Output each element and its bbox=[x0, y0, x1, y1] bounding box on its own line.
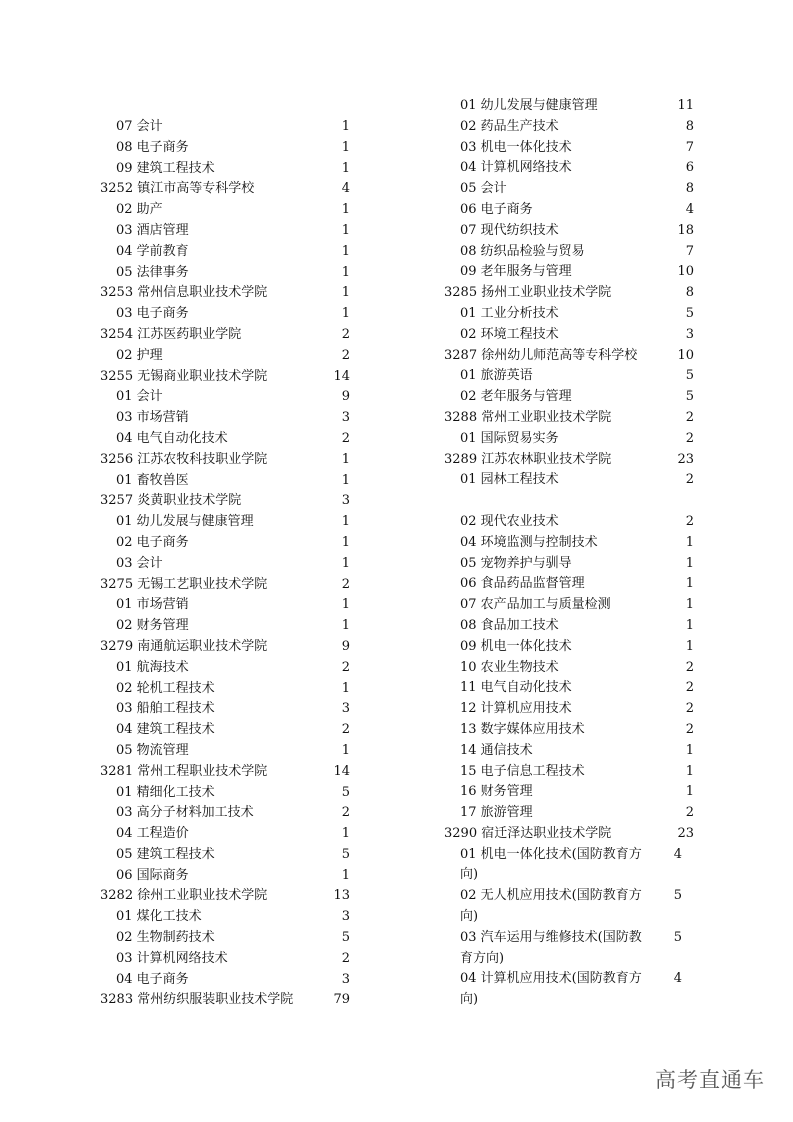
plan-count: 1 bbox=[341, 451, 350, 467]
major-row bbox=[100, 699, 350, 720]
major-name: 04 计算机应用技术(国防教育方向) bbox=[460, 971, 642, 1008]
plan-count: 1 bbox=[341, 742, 350, 758]
major-name: 02 助产 bbox=[116, 202, 163, 218]
major-row bbox=[100, 117, 350, 138]
major-name: 01 会计 bbox=[116, 389, 163, 405]
major-name: 04 电子商务 bbox=[116, 971, 189, 987]
major-name: 02 环境工程技术 bbox=[460, 326, 559, 342]
plan-count: 2 bbox=[341, 659, 350, 675]
major-row bbox=[444, 366, 694, 387]
plan-count: 5 bbox=[341, 930, 350, 946]
plan-count: 5 bbox=[685, 389, 694, 405]
major-row bbox=[444, 969, 694, 1011]
major-row bbox=[100, 824, 350, 845]
plan-count: 2 bbox=[341, 722, 350, 738]
major-row bbox=[100, 533, 350, 554]
plan-count: 1 bbox=[685, 742, 694, 758]
major-name: 03 酒店管理 bbox=[116, 222, 189, 238]
major-name: 03 船舶工程技术 bbox=[116, 701, 215, 717]
major-row bbox=[444, 637, 694, 658]
plan-count: 1 bbox=[341, 119, 350, 134]
major-name: 05 物流管理 bbox=[116, 742, 189, 758]
major-row bbox=[100, 429, 350, 450]
plan-count: 18 bbox=[677, 222, 694, 238]
school-name: 3287 徐州幼儿师范高等专科学校 bbox=[444, 347, 638, 363]
plan-count: 5 bbox=[673, 888, 682, 904]
major-name: 09 机电一体化技术 bbox=[460, 638, 572, 654]
school-row bbox=[100, 179, 350, 200]
plan-count: 8 bbox=[685, 181, 694, 197]
plan-count: 1 bbox=[685, 597, 694, 613]
plan-count: 1 bbox=[341, 867, 350, 883]
major-row bbox=[444, 117, 694, 138]
major-name: 03 机电一体化技术 bbox=[460, 139, 572, 155]
plan-count: 3 bbox=[341, 909, 350, 925]
plan-count: 1 bbox=[341, 597, 350, 613]
major-name: 06 食品药品监督管理 bbox=[460, 576, 585, 592]
major-name: 09 老年服务与管理 bbox=[460, 264, 572, 280]
major-row bbox=[100, 512, 350, 533]
school-row bbox=[444, 824, 694, 845]
plan-count: 1 bbox=[685, 617, 694, 633]
plan-count: 3 bbox=[341, 701, 350, 717]
plan-count: 1 bbox=[685, 638, 694, 654]
plan-count: 2 bbox=[341, 950, 350, 966]
major-row bbox=[444, 325, 694, 346]
major-row bbox=[444, 179, 694, 200]
major-name: 01 航海技术 bbox=[116, 659, 189, 675]
school-name: 3255 无锡商业职业技术学院 bbox=[100, 368, 268, 384]
school-name: 3253 常州信息职业技术学院 bbox=[100, 285, 268, 301]
major-name: 02 老年服务与管理 bbox=[460, 389, 572, 405]
plan-count: 7 bbox=[685, 139, 694, 155]
major-name: 03 汽车运用与维修技术(国防教育方向) bbox=[460, 929, 642, 966]
major-name: 01 市场营销 bbox=[116, 597, 189, 613]
major-row bbox=[100, 221, 350, 242]
major-row bbox=[444, 387, 694, 408]
plan-count: 6 bbox=[685, 160, 694, 176]
major-row bbox=[100, 159, 350, 180]
major-row bbox=[100, 658, 350, 679]
plan-count: 10 bbox=[677, 264, 694, 280]
major-row bbox=[100, 866, 350, 887]
school-name: 3290 宿迁泽达职业技术学院 bbox=[444, 825, 612, 841]
major-name: 06 国际商务 bbox=[116, 867, 189, 883]
major-row bbox=[444, 845, 694, 887]
major-row bbox=[100, 408, 350, 429]
plan-count: 1 bbox=[685, 576, 694, 592]
school-row bbox=[100, 575, 350, 596]
major-name: 01 幼儿发展与健康管理 bbox=[116, 514, 254, 530]
major-name: 02 护理 bbox=[116, 347, 163, 363]
school-row bbox=[100, 491, 350, 512]
plan-count: 14 bbox=[333, 368, 350, 384]
school-name: 3288 常州工业职业技术学院 bbox=[444, 409, 612, 425]
major-name: 05 宠物养护与驯导 bbox=[460, 555, 572, 571]
plan-count: 23 bbox=[677, 825, 694, 841]
major-row bbox=[100, 304, 350, 325]
school-row bbox=[100, 325, 350, 346]
school-name: 3285 扬州工业职业技术学院 bbox=[444, 285, 612, 301]
plan-count: 1 bbox=[685, 555, 694, 571]
plan-count: 1 bbox=[341, 243, 350, 259]
major-name: 16 财务管理 bbox=[460, 784, 533, 800]
plan-count: 2 bbox=[341, 347, 350, 363]
major-name: 03 市场营销 bbox=[116, 410, 189, 426]
plan-count: 2 bbox=[685, 409, 694, 425]
major-row bbox=[444, 158, 694, 179]
major-name: 02 现代农业技术 bbox=[460, 513, 559, 529]
plan-count: 2 bbox=[341, 430, 350, 446]
plan-count: 1 bbox=[341, 306, 350, 322]
school-name: 3256 江苏农牧科技职业学院 bbox=[100, 451, 268, 467]
plan-count: 1 bbox=[341, 202, 350, 218]
plan-count: 2 bbox=[685, 513, 694, 529]
major-name: 02 轮机工程技术 bbox=[116, 680, 215, 696]
major-row bbox=[444, 304, 694, 325]
plan-count: 5 bbox=[341, 846, 350, 862]
plan-count: 1 bbox=[685, 763, 694, 779]
major-name: 05 会计 bbox=[460, 181, 507, 197]
major-name: 04 建筑工程技术 bbox=[116, 722, 215, 738]
plan-count: 3 bbox=[341, 971, 350, 987]
major-row bbox=[100, 928, 350, 949]
plan-count: 4 bbox=[341, 181, 350, 197]
major-row bbox=[444, 616, 694, 637]
spacer bbox=[444, 491, 694, 512]
major-row bbox=[100, 783, 350, 804]
major-name: 01 旅游英语 bbox=[460, 368, 533, 384]
plan-count: 14 bbox=[333, 763, 350, 779]
school-name: 3252 镇江市高等专科学校 bbox=[100, 181, 255, 197]
major-name: 05 建筑工程技术 bbox=[116, 846, 215, 862]
plan-count: 3 bbox=[685, 326, 694, 342]
plan-count: 7 bbox=[685, 243, 694, 259]
plan-count: 1 bbox=[341, 826, 350, 842]
major-name: 08 纺织品检验与贸易 bbox=[460, 243, 585, 259]
major-name: 10 农业生物技术 bbox=[460, 659, 559, 675]
plan-count: 1 bbox=[341, 514, 350, 530]
major-name: 12 计算机应用技术 bbox=[460, 701, 572, 717]
major-name: 03 计算机网络技术 bbox=[116, 950, 228, 966]
major-row bbox=[100, 263, 350, 284]
major-row bbox=[100, 616, 350, 637]
plan-count: 13 bbox=[333, 888, 350, 904]
right-column bbox=[444, 96, 694, 1011]
major-name: 11 电气自动化技术 bbox=[460, 680, 572, 696]
school-name: 3283 常州纺织服装职业技术学院 bbox=[100, 992, 294, 1008]
major-name: 08 食品加工技术 bbox=[460, 617, 559, 633]
major-name: 17 旅游管理 bbox=[460, 805, 533, 821]
major-row bbox=[444, 221, 694, 242]
major-row bbox=[100, 595, 350, 616]
plan-count: 10 bbox=[677, 347, 694, 363]
major-row bbox=[100, 471, 350, 492]
major-name: 04 环境监测与控制技术 bbox=[460, 534, 598, 550]
plan-count: 1 bbox=[341, 285, 350, 301]
major-name: 07 会计 bbox=[116, 119, 163, 134]
major-row bbox=[100, 679, 350, 700]
plan-count: 1 bbox=[341, 534, 350, 550]
plan-count: 2 bbox=[685, 680, 694, 696]
plan-count: 9 bbox=[341, 638, 350, 654]
major-row bbox=[444, 533, 694, 554]
plan-count: 11 bbox=[677, 98, 694, 113]
major-row bbox=[100, 346, 350, 367]
school-row bbox=[100, 990, 350, 1011]
school-name: 3254 江苏医药职业学院 bbox=[100, 326, 242, 342]
plan-count: 1 bbox=[341, 618, 350, 634]
major-name: 08 电子商务 bbox=[116, 139, 189, 155]
major-row bbox=[100, 387, 350, 408]
plan-count: 2 bbox=[341, 805, 350, 821]
school-row bbox=[444, 450, 694, 471]
school-name: 3279 南通航运职业技术学院 bbox=[100, 638, 268, 654]
major-name: 09 建筑工程技术 bbox=[116, 160, 215, 176]
major-name: 01 畜牧兽医 bbox=[116, 472, 189, 488]
major-name: 02 财务管理 bbox=[116, 618, 189, 634]
plan-count: 4 bbox=[673, 971, 682, 987]
school-row bbox=[100, 637, 350, 658]
plan-count: 2 bbox=[341, 576, 350, 592]
school-row bbox=[100, 283, 350, 304]
school-row bbox=[444, 408, 694, 429]
plan-count: 2 bbox=[685, 430, 694, 446]
school-row bbox=[100, 762, 350, 783]
plan-count: 3 bbox=[341, 410, 350, 426]
plan-count: 9 bbox=[341, 389, 350, 405]
plan-count: 2 bbox=[685, 472, 694, 488]
major-row bbox=[100, 741, 350, 762]
plan-count: 8 bbox=[685, 118, 694, 134]
left-column bbox=[100, 117, 350, 1011]
major-name: 03 高分子材料加工技术 bbox=[116, 805, 254, 821]
major-row bbox=[100, 845, 350, 866]
plan-count: 2 bbox=[685, 805, 694, 821]
plan-count: 4 bbox=[673, 846, 682, 862]
major-row bbox=[444, 595, 694, 616]
major-row bbox=[444, 803, 694, 824]
major-row bbox=[444, 512, 694, 533]
plan-count: 5 bbox=[685, 305, 694, 321]
major-row bbox=[444, 554, 694, 575]
plan-count: 4 bbox=[685, 201, 694, 217]
major-name: 04 计算机网络技术 bbox=[460, 160, 572, 176]
plan-count: 1 bbox=[685, 784, 694, 800]
school-name: 3281 常州工程职业技术学院 bbox=[100, 763, 268, 779]
major-row bbox=[444, 741, 694, 762]
school-name: 3289 江苏农林职业技术学院 bbox=[444, 451, 612, 467]
watermark-text: 高考直通车 bbox=[655, 1068, 765, 1092]
major-row bbox=[100, 200, 350, 221]
school-name: 3257 炎黄职业技术学院 bbox=[100, 493, 242, 509]
major-name: 02 无人机应用技术(国防教育方向) bbox=[460, 888, 642, 925]
plan-count: 1 bbox=[341, 680, 350, 696]
major-row bbox=[100, 803, 350, 824]
major-name: 15 电子信息工程技术 bbox=[460, 763, 585, 779]
major-row bbox=[100, 720, 350, 741]
plan-count: 1 bbox=[341, 139, 350, 155]
major-name: 01 幼儿发展与健康管理 bbox=[460, 98, 598, 113]
major-row bbox=[444, 96, 694, 117]
major-row bbox=[100, 949, 350, 970]
major-row bbox=[444, 470, 694, 491]
plan-count: 2 bbox=[685, 721, 694, 737]
school-name: 3275 无锡工艺职业技术学院 bbox=[100, 576, 268, 592]
major-name: 01 精细化工技术 bbox=[116, 784, 215, 800]
plan-count: 5 bbox=[673, 929, 682, 945]
plan-count: 1 bbox=[341, 222, 350, 238]
major-name: 06 电子商务 bbox=[460, 201, 533, 217]
school-row bbox=[444, 346, 694, 367]
plan-count: 8 bbox=[685, 285, 694, 301]
major-row bbox=[444, 200, 694, 221]
plan-count: 23 bbox=[677, 451, 694, 467]
major-row bbox=[444, 928, 694, 970]
major-name: 01 园林工程技术 bbox=[460, 472, 559, 488]
school-row bbox=[100, 450, 350, 471]
major-row bbox=[444, 262, 694, 283]
plan-count: 5 bbox=[341, 784, 350, 800]
plan-count: 1 bbox=[341, 555, 350, 571]
major-name: 04 工程造价 bbox=[116, 826, 189, 842]
major-row bbox=[444, 574, 694, 595]
major-row bbox=[444, 762, 694, 783]
major-name: 14 通信技术 bbox=[460, 742, 533, 758]
school-row bbox=[444, 283, 694, 304]
major-row bbox=[100, 242, 350, 263]
major-row bbox=[444, 242, 694, 263]
plan-count: 2 bbox=[341, 326, 350, 342]
major-name: 07 农产品加工与质量检测 bbox=[460, 597, 611, 613]
major-row bbox=[100, 554, 350, 575]
major-row bbox=[444, 720, 694, 741]
plan-count: 1 bbox=[341, 472, 350, 488]
plan-count: 5 bbox=[685, 368, 694, 384]
major-name: 02 生物制药技术 bbox=[116, 930, 215, 946]
school-name: 3282 徐州工业职业技术学院 bbox=[100, 888, 268, 904]
plan-count: 1 bbox=[341, 264, 350, 280]
major-name: 01 工业分析技术 bbox=[460, 305, 559, 321]
major-name: 01 煤化工技术 bbox=[116, 909, 202, 925]
major-name: 04 学前教育 bbox=[116, 243, 189, 259]
major-name: 03 电子商务 bbox=[116, 306, 189, 322]
major-name: 02 药品生产技术 bbox=[460, 118, 559, 134]
major-row bbox=[100, 907, 350, 928]
major-row bbox=[444, 429, 694, 450]
major-row bbox=[444, 699, 694, 720]
major-name: 07 现代纺织技术 bbox=[460, 222, 559, 238]
major-name: 13 数字媒体应用技术 bbox=[460, 721, 585, 737]
plan-count: 3 bbox=[341, 493, 350, 509]
major-row bbox=[444, 886, 694, 928]
major-row bbox=[100, 970, 350, 991]
major-row bbox=[444, 138, 694, 159]
major-row bbox=[100, 138, 350, 159]
major-row bbox=[444, 678, 694, 699]
school-row bbox=[100, 367, 350, 388]
major-row bbox=[444, 782, 694, 803]
major-name: 05 法律事务 bbox=[116, 264, 189, 280]
major-name: 04 电气自动化技术 bbox=[116, 430, 228, 446]
major-name: 03 会计 bbox=[116, 555, 163, 571]
plan-count: 79 bbox=[333, 992, 350, 1008]
major-name: 01 国际贸易实务 bbox=[460, 430, 559, 446]
major-name: 01 机电一体化技术(国防教育方向) bbox=[460, 846, 642, 883]
plan-count: 1 bbox=[685, 534, 694, 550]
plan-count: 1 bbox=[341, 160, 350, 176]
school-row bbox=[100, 886, 350, 907]
major-name: 02 电子商务 bbox=[116, 534, 189, 550]
plan-count: 2 bbox=[685, 659, 694, 675]
plan-count: 2 bbox=[685, 701, 694, 717]
major-row bbox=[444, 658, 694, 679]
